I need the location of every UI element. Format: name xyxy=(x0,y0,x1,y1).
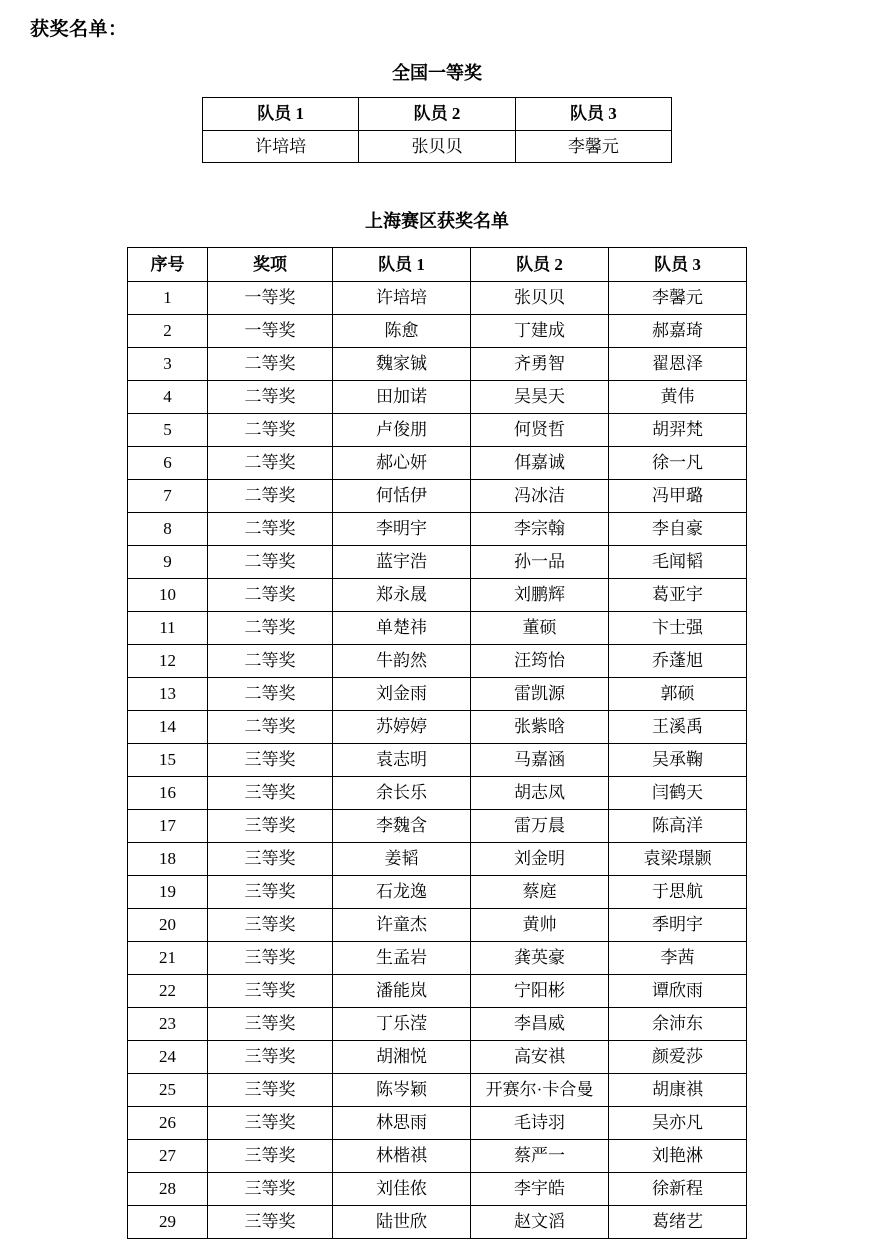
table-cell: 开赛尔·卡合曼 xyxy=(471,1074,609,1107)
table-cell: 23 xyxy=(128,1008,208,1041)
table-cell: 袁梁璟颢 xyxy=(609,843,747,876)
table-cell: 陈岑颖 xyxy=(333,1074,471,1107)
table-row xyxy=(128,1074,747,1107)
table-cell: 林楷祺 xyxy=(333,1140,471,1173)
table-cell: 胡志凤 xyxy=(471,777,609,810)
table-cell: 苏婷婷 xyxy=(333,711,471,744)
table-cell: 丁乐滢 xyxy=(333,1008,471,1041)
table-cell: 龚英豪 xyxy=(471,942,609,975)
table-cell: 三等奖 xyxy=(208,1041,333,1074)
table-cell: 蓝宇浩 xyxy=(333,546,471,579)
table-cell: 卞士强 xyxy=(609,612,747,645)
table-cell: 三等奖 xyxy=(208,810,333,843)
table-cell: 1 xyxy=(128,282,208,315)
table-cell: 潘能岚 xyxy=(333,975,471,1008)
table-cell: 颜爱莎 xyxy=(609,1041,747,1074)
table-cell: 郑永晟 xyxy=(333,579,471,612)
table-cell: 一等奖 xyxy=(208,282,333,315)
table-cell: 二等奖 xyxy=(208,513,333,546)
table-cell: 齐勇智 xyxy=(471,348,609,381)
table-row xyxy=(128,711,747,744)
table-cell: 刘金雨 xyxy=(333,678,471,711)
table-cell: 郝心妍 xyxy=(333,447,471,480)
table-cell: 丁建成 xyxy=(471,315,609,348)
table-cell: 胡康祺 xyxy=(609,1074,747,1107)
table-row xyxy=(128,942,747,975)
table-cell: 二等奖 xyxy=(208,579,333,612)
table-cell: 22 xyxy=(128,975,208,1008)
table-cell: 28 xyxy=(128,1173,208,1206)
table-row xyxy=(128,480,747,513)
table-cell: 三等奖 xyxy=(208,1173,333,1206)
table-cell: 胡湘悦 xyxy=(333,1041,471,1074)
column-header: 队员 1 xyxy=(203,98,359,131)
table-cell: 田加诺 xyxy=(333,381,471,414)
table-row xyxy=(128,1206,747,1239)
table-row xyxy=(128,381,747,414)
table-cell: 三等奖 xyxy=(208,1008,333,1041)
column-header: 队员 1 xyxy=(333,248,471,282)
table-row xyxy=(128,1140,747,1173)
table-cell: 吴亦凡 xyxy=(609,1107,747,1140)
national-table-body xyxy=(203,131,672,163)
column-header: 队员 2 xyxy=(359,98,515,131)
table-cell: 刘艳淋 xyxy=(609,1140,747,1173)
table-cell: 二等奖 xyxy=(208,678,333,711)
table-cell: 17 xyxy=(128,810,208,843)
table-row xyxy=(128,678,747,711)
table-cell: 19 xyxy=(128,876,208,909)
table-cell: 徐一凡 xyxy=(609,447,747,480)
table-cell: 于思航 xyxy=(609,876,747,909)
column-header: 队员 2 xyxy=(471,248,609,282)
table-cell: 三等奖 xyxy=(208,1140,333,1173)
table-cell: 9 xyxy=(128,546,208,579)
table-cell: 三等奖 xyxy=(208,1074,333,1107)
table-cell: 黄帅 xyxy=(471,909,609,942)
table-cell: 石龙逸 xyxy=(333,876,471,909)
table-cell: 何恬伊 xyxy=(333,480,471,513)
table-cell: 二等奖 xyxy=(208,480,333,513)
shanghai-award-title: 上海赛区获奖名单 xyxy=(365,211,509,231)
table-cell: 牛韵然 xyxy=(333,645,471,678)
table-cell: 董硕 xyxy=(471,612,609,645)
table-cell: 许培培 xyxy=(203,131,359,163)
table-cell: 三等奖 xyxy=(208,909,333,942)
table-cell: 雷凯源 xyxy=(471,678,609,711)
table-cell: 李宗翰 xyxy=(471,513,609,546)
table-row xyxy=(128,282,747,315)
table-cell: 吴昊天 xyxy=(471,381,609,414)
table-row xyxy=(128,315,747,348)
table-cell: 闫鹤天 xyxy=(609,777,747,810)
table-cell: 余长乐 xyxy=(333,777,471,810)
table-cell: 蔡庭 xyxy=(471,876,609,909)
national-award-table xyxy=(202,97,672,163)
table-row xyxy=(128,645,747,678)
table-cell: 12 xyxy=(128,645,208,678)
column-header: 奖项 xyxy=(208,248,333,282)
table-cell: 陈愈 xyxy=(333,315,471,348)
table-row xyxy=(128,777,747,810)
table-row xyxy=(128,1008,747,1041)
table-cell: 张贝贝 xyxy=(359,131,515,163)
table-row xyxy=(128,1107,747,1140)
table-cell: 25 xyxy=(128,1074,208,1107)
table-cell: 何贤哲 xyxy=(471,414,609,447)
table-cell: 15 xyxy=(128,744,208,777)
table-cell: 吴承鞠 xyxy=(609,744,747,777)
table-cell: 8 xyxy=(128,513,208,546)
table-cell: 胡羿梵 xyxy=(609,414,747,447)
table-row xyxy=(128,513,747,546)
table-cell: 11 xyxy=(128,612,208,645)
table-cell: 16 xyxy=(128,777,208,810)
table-row xyxy=(128,909,747,942)
table-cell: 李宇皓 xyxy=(471,1173,609,1206)
table-cell: 二等奖 xyxy=(208,546,333,579)
table-cell: 黄伟 xyxy=(609,381,747,414)
table-row xyxy=(128,348,747,381)
page-title: 获奖名单： xyxy=(30,19,128,40)
table-cell: 三等奖 xyxy=(208,975,333,1008)
table-cell: 李馨元 xyxy=(609,282,747,315)
table-cell: 7 xyxy=(128,480,208,513)
table-cell: 许童杰 xyxy=(333,909,471,942)
column-header: 队员 3 xyxy=(515,98,671,131)
table-cell: 李昌威 xyxy=(471,1008,609,1041)
table-row xyxy=(128,546,747,579)
table-cell: 蔡严一 xyxy=(471,1140,609,1173)
table-row xyxy=(128,1041,747,1074)
column-header: 队员 3 xyxy=(609,248,747,282)
table-header-row xyxy=(128,248,747,282)
table-cell: 佴嘉诚 xyxy=(471,447,609,480)
table-cell: 20 xyxy=(128,909,208,942)
table-cell: 三等奖 xyxy=(208,1206,333,1239)
table-row xyxy=(128,876,747,909)
table-cell: 二等奖 xyxy=(208,348,333,381)
table-row xyxy=(128,414,747,447)
table-cell: 三等奖 xyxy=(208,744,333,777)
table-cell: 27 xyxy=(128,1140,208,1173)
table-row xyxy=(203,131,672,163)
table-cell: 姜韬 xyxy=(333,843,471,876)
table-cell: 乔蓬旭 xyxy=(609,645,747,678)
table-cell: 林思雨 xyxy=(333,1107,471,1140)
table-cell: 三等奖 xyxy=(208,777,333,810)
shanghai-table-body xyxy=(128,282,747,1239)
table-cell: 二等奖 xyxy=(208,612,333,645)
table-cell: 三等奖 xyxy=(208,1107,333,1140)
table-cell: 三等奖 xyxy=(208,876,333,909)
table-cell: 郝嘉琦 xyxy=(609,315,747,348)
table-cell: 刘金明 xyxy=(471,843,609,876)
table-cell: 许培培 xyxy=(333,282,471,315)
table-cell: 二等奖 xyxy=(208,447,333,480)
table-cell: 二等奖 xyxy=(208,711,333,744)
table-cell: 生孟岩 xyxy=(333,942,471,975)
table-cell: 谭欣雨 xyxy=(609,975,747,1008)
table-cell: 余沛东 xyxy=(609,1008,747,1041)
table-cell: 宁阳彬 xyxy=(471,975,609,1008)
table-row xyxy=(128,579,747,612)
table-row xyxy=(128,447,747,480)
table-cell: 26 xyxy=(128,1107,208,1140)
table-cell: 魏家铖 xyxy=(333,348,471,381)
table-cell: 一等奖 xyxy=(208,315,333,348)
table-cell: 2 xyxy=(128,315,208,348)
table-cell: 29 xyxy=(128,1206,208,1239)
table-cell: 14 xyxy=(128,711,208,744)
table-cell: 李明宇 xyxy=(333,513,471,546)
shanghai-award-table xyxy=(127,247,747,1239)
table-row xyxy=(128,810,747,843)
table-cell: 冯冰洁 xyxy=(471,480,609,513)
table-cell: 毛闻韬 xyxy=(609,546,747,579)
table-row xyxy=(128,843,747,876)
table-row xyxy=(128,975,747,1008)
table-cell: 10 xyxy=(128,579,208,612)
table-cell: 6 xyxy=(128,447,208,480)
table-cell: 赵文滔 xyxy=(471,1206,609,1239)
table-cell: 孙一品 xyxy=(471,546,609,579)
table-cell: 季明宇 xyxy=(609,909,747,942)
table-cell: 葛绪艺 xyxy=(609,1206,747,1239)
table-cell: 5 xyxy=(128,414,208,447)
table-cell: 葛亚宇 xyxy=(609,579,747,612)
table-cell: 13 xyxy=(128,678,208,711)
table-cell: 李茜 xyxy=(609,942,747,975)
table-cell: 翟恩泽 xyxy=(609,348,747,381)
table-cell: 徐新程 xyxy=(609,1173,747,1206)
column-header: 序号 xyxy=(128,248,208,282)
table-cell: 汪筠怡 xyxy=(471,645,609,678)
table-row xyxy=(128,612,747,645)
table-cell: 高安祺 xyxy=(471,1041,609,1074)
table-cell: 马嘉涵 xyxy=(471,744,609,777)
table-cell: 郭硕 xyxy=(609,678,747,711)
table-cell: 李自豪 xyxy=(609,513,747,546)
table-cell: 二等奖 xyxy=(208,414,333,447)
table-cell: 张贝贝 xyxy=(471,282,609,315)
table-row xyxy=(128,744,747,777)
table-cell: 李魏含 xyxy=(333,810,471,843)
table-cell: 雷万晨 xyxy=(471,810,609,843)
table-cell: 单楚祎 xyxy=(333,612,471,645)
table-cell: 陈高洋 xyxy=(609,810,747,843)
table-cell: 冯甲璐 xyxy=(609,480,747,513)
table-cell: 三等奖 xyxy=(208,843,333,876)
table-cell: 袁志明 xyxy=(333,744,471,777)
table-cell: 3 xyxy=(128,348,208,381)
table-cell: 二等奖 xyxy=(208,645,333,678)
table-cell: 4 xyxy=(128,381,208,414)
table-cell: 三等奖 xyxy=(208,942,333,975)
table-cell: 21 xyxy=(128,942,208,975)
national-award-title: 全国一等奖 xyxy=(392,63,482,83)
table-cell: 刘鹏辉 xyxy=(471,579,609,612)
table-cell: 张紫晗 xyxy=(471,711,609,744)
table-cell: 卢俊朋 xyxy=(333,414,471,447)
table-cell: 18 xyxy=(128,843,208,876)
table-cell: 陆世欣 xyxy=(333,1206,471,1239)
table-cell: 王溪禹 xyxy=(609,711,747,744)
table-cell: 二等奖 xyxy=(208,381,333,414)
table-row xyxy=(128,1173,747,1206)
table-cell: 毛诗羽 xyxy=(471,1107,609,1140)
table-cell: 李馨元 xyxy=(515,131,671,163)
table-cell: 刘佳侬 xyxy=(333,1173,471,1206)
table-cell: 24 xyxy=(128,1041,208,1074)
table-header-row xyxy=(203,98,672,131)
